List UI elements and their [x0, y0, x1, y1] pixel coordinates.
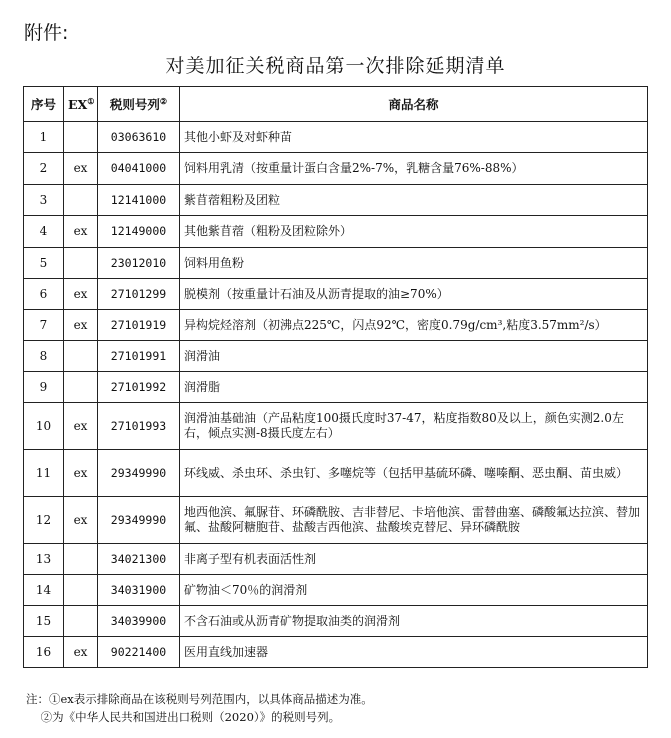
cell-code: 04041000: [98, 153, 180, 185]
table-row: [24, 310, 648, 341]
cell-ex: ex: [64, 403, 98, 450]
table-row: [24, 575, 648, 606]
table-row: [24, 216, 648, 248]
cell-name: 矿物油＜70％的润滑剂: [180, 575, 648, 606]
table-row: [24, 185, 648, 216]
cell-name: 其他紫苜蓿（粗粉及团粒除外）: [180, 216, 648, 248]
cell-ex: [64, 185, 98, 216]
table-row: [24, 248, 648, 279]
cell-ex: [64, 372, 98, 403]
cell-name: 医用直线加速器: [180, 637, 648, 668]
cell-code: 27101993: [98, 403, 180, 450]
cell-seq: 11: [24, 450, 64, 497]
exclusion-list-table: [23, 86, 648, 668]
cell-seq: 9: [24, 372, 64, 403]
cell-seq: 1: [24, 122, 64, 153]
cell-ex: ex: [64, 153, 98, 185]
cell-seq: 14: [24, 575, 64, 606]
footnote-mark-1: ①: [87, 95, 95, 106]
table-row: [24, 637, 648, 668]
cell-name: 润滑脂: [180, 372, 648, 403]
cell-ex: ex: [64, 637, 98, 668]
cell-name: 异构烷烃溶剂（初沸点225℃，闪点92℃，密度0.79g/cm³,粘度3.57mm²/s）: [180, 310, 648, 341]
cell-seq: 4: [24, 216, 64, 248]
cell-code: 29349990: [98, 450, 180, 497]
cell-seq: 16: [24, 637, 64, 668]
cell-seq: 15: [24, 606, 64, 637]
cell-ex: ex: [64, 497, 98, 544]
table-row: [24, 279, 648, 310]
attachment-label: 附件:: [24, 22, 69, 44]
header-code-label: 税则号列: [109, 96, 160, 112]
cell-name: 润滑油基础油（产品粘度100摄氏度时37-47，粘度指数80及以上，颜色实测2.0左右，倾点实测-8摄氏度左右）: [180, 403, 648, 450]
cell-code: 27101991: [98, 341, 180, 372]
cell-seq: 5: [24, 248, 64, 279]
cell-name: 润滑油: [180, 341, 648, 372]
footnote-1: 注：①ex表示排除商品在该税则号列范围内，以具体商品描述为准。: [26, 692, 373, 706]
cell-code: 34021300: [98, 544, 180, 575]
cell-seq: 10: [24, 403, 64, 450]
header-code: [98, 87, 180, 122]
cell-ex: [64, 341, 98, 372]
cell-code: 34031900: [98, 575, 180, 606]
table-row: [24, 372, 648, 403]
cell-ex: [64, 544, 98, 575]
cell-name: 环线威、杀虫环、杀虫钉、多噻烷等（包括甲基硫环磷、噻嗪酮、恶虫酮、苗虫威）: [180, 450, 648, 497]
cell-name: 地西他滨、氟脲苷、环磷酰胺、吉非替尼、卡培他滨、雷替曲塞、磷酸氟达拉滨、替加氟、盐酸阿糖胞苷、盐酸吉西他滨、盐酸埃克替尼、异环磷酰胺: [180, 497, 648, 544]
cell-ex: ex: [64, 216, 98, 248]
document-title: 对美加征关税商品第一次排除延期清单: [165, 55, 506, 77]
table-row: [24, 153, 648, 185]
cell-code: 29349990: [98, 497, 180, 544]
cell-name: 其他小虾及对虾种苗: [180, 122, 648, 153]
cell-code: 34039900: [98, 606, 180, 637]
cell-seq: 7: [24, 310, 64, 341]
cell-seq: 8: [24, 341, 64, 372]
footnote-2: ②为《中华人民共和国进出口税则（2020）》的税则号列。: [26, 710, 341, 724]
cell-name: 非离子型有机表面活性剂: [180, 544, 648, 575]
header-ex: [64, 87, 98, 122]
header-seq: 序号: [24, 87, 64, 122]
cell-seq: 6: [24, 279, 64, 310]
cell-name: 紫苜蓿粗粉及团粒: [180, 185, 648, 216]
table-row: [24, 544, 648, 575]
table-row: [24, 122, 648, 153]
table-row: [24, 341, 648, 372]
cell-seq: 3: [24, 185, 64, 216]
cell-seq: 2: [24, 153, 64, 185]
cell-seq: 13: [24, 544, 64, 575]
cell-name: 饲料用乳清（按重量计蛋白含量2%-7%，乳糖含量76%-88%）: [180, 153, 648, 185]
cell-code: 27101919: [98, 310, 180, 341]
cell-code: 27101299: [98, 279, 180, 310]
cell-name: 饲料用鱼粉: [180, 248, 648, 279]
cell-code: 23012010: [98, 248, 180, 279]
cell-name: 脱模剂（按重量计石油及从沥青提取的油≥70%）: [180, 279, 648, 310]
cell-ex: [64, 122, 98, 153]
cell-code: 03063610: [98, 122, 180, 153]
cell-code: 90221400: [98, 637, 180, 668]
cell-seq: 12: [24, 497, 64, 544]
footnotes: [26, 690, 373, 726]
table-row: [24, 606, 648, 637]
header-name: 商品名称: [180, 87, 648, 122]
footnote-mark-2: ②: [159, 95, 168, 106]
cell-code: 27101992: [98, 372, 180, 403]
cell-ex: ex: [64, 279, 98, 310]
cell-ex: ex: [64, 450, 98, 497]
table-header-row: [24, 87, 648, 122]
cell-code: 12141000: [98, 185, 180, 216]
table-row: [24, 497, 648, 544]
cell-name: 不含石油或从沥青矿物提取油类的润滑剂: [180, 606, 648, 637]
cell-ex: ex: [64, 310, 98, 341]
cell-ex: [64, 248, 98, 279]
table-row: [24, 450, 648, 497]
header-ex-label: EX: [68, 96, 88, 112]
cell-code: 12149000: [98, 216, 180, 248]
cell-ex: [64, 575, 98, 606]
table-row: [24, 403, 648, 450]
cell-ex: [64, 606, 98, 637]
